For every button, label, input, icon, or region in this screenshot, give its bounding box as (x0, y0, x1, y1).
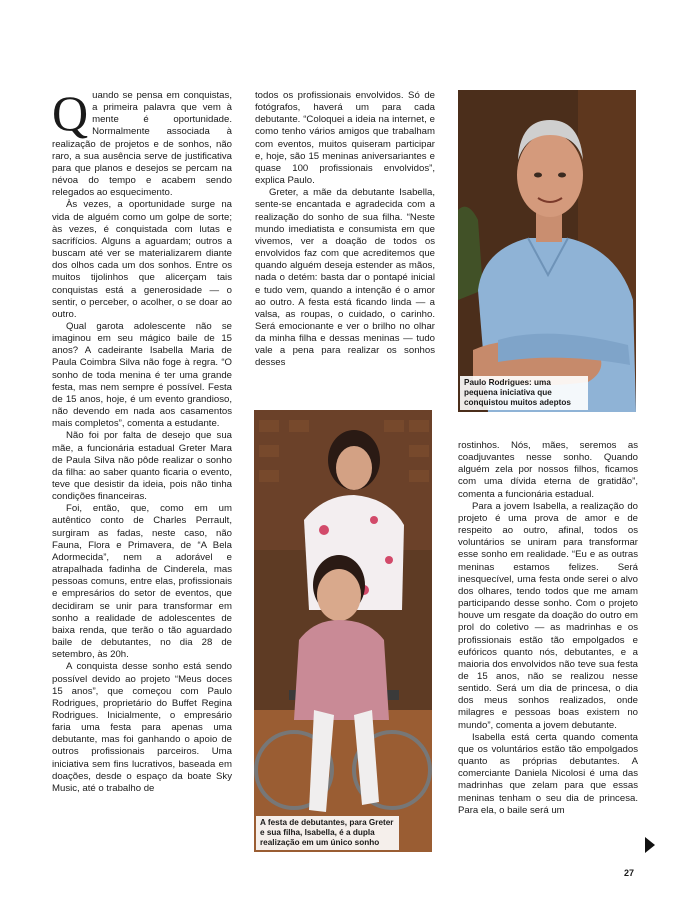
article-paragraph: Qual garota adolescente não se imaginou em seu mágico baile de 15 anos? A cadeirante Isabella Maria de Paula Coimbra Silva não foge à regra. “O sonho de toda menina é ter uma grande festa, mas nem sempre é possível. Festa de 15 anos, hoje, é um evento grandioso, não devendo em nada aos casamentos mais completos”, comenta a estudante. (52, 320, 232, 430)
portrait-illustration (458, 90, 636, 412)
article-paragraph: Para a jovem Isabella, a realização do projeto é uma prova de amor e de respeito ao outro, afinal, todos os voluntários se uniram para transformar esse sonho em realidade. “Eu e as outras meninas estamos felizes. Será inesquecível, uma festa onde serei o alvo dos olhares, tendo todos que me amam participando desse sonho. Com o projeto houve um resgate da doação do outro em prol do coletivo — as madrinhas e os profissionais estão tão empolgados e eufóricos quanto nós, debutantes, e a maioria dos envolvidos não teve sua festa de 15 anos, não se realizou nesse sentido. Será um dia de princesa, o dia dos meus sonhos realizados, onde milagres e pessoas boas existem no mundo”, comenta a jovem debutante. (458, 500, 638, 731)
photo-paulo-rodrigues (458, 90, 636, 412)
article-column-1 (52, 85, 232, 795)
article-paragraph: Às vezes, a oportunidade surge na vida de alguém como um golpe de sorte; às vezes, é conquistada com lutas e sacrifícios. Alguns a aguardam; outros a buscam até ver se materializarem diante dos olhos cada um dos sonhos. Entre os muitos tijolinhos que alicerçam tais conquistas está a generosidade — o sentir, o perceber, o acolher, o se doar ao outro. (52, 199, 232, 320)
page-number: 27 (624, 868, 635, 878)
article-paragraph: Isabella está certa quando comenta que os voluntários estão tão empolgados quanto as próprias debutantes. A comerciante Daniela Nicolosi é uma das madrinhas que zelam para que essas meninas tenham o seu dia de princesa. Para ela, o baile será um (458, 731, 638, 816)
continue-arrow-icon (645, 837, 655, 853)
article-paragraph: Greter, a mãe da debutante Isabella, sente-se encantada e agradecida com a realização do sonho de sua filha. “Neste mundo imediatista e consumista em que vivemos, ver a doação de todos os envolvidos faz com que acreditemos que quando alguém deseja estender as mãos, nada o detém: basta dar o pontapé inicial e tudo vem, quando a intenção é o amor ao outro. A festa está ficando linda — a valsa, as roupas, o cuidado, o carinho. Será emocionante e ver o brilho no olhar da minha filha e dessas meninas — tudo vale a pena para realizar os sonhos desses (255, 187, 435, 369)
article-paragraph: Foi, então, que, como em um autêntico conto de Charles Perrault, surgiram as fadas, neste caso, não Fauna, Flora e Primavera, de “A Bela Adormecida”, nem a adorável e atrapalhada fadinha de Cinderela, mas pessoas comuns, entre elas, profissionais e empresários do setor de eventos, que decidiram se unir para transformar em sonho a realidade de adolescentes de baixa renda, que terão o tão aguardado baile de debutantes, no dia 28 de setembro, às 20h. (52, 503, 232, 661)
article-paragraph: rostinhos. Nós, mães, seremos as coadjuvantes nesse sonho. Quando alguém zela por nossos filhos, ficamos com uma dívida eterna de gratidão”, comenta a funcionária estadual. (458, 440, 638, 500)
photo-caption: Paulo Rodrigues: uma pequena iniciativa que conquistou muitos adeptos (460, 376, 588, 410)
article-column-2 (255, 90, 435, 370)
article-paragraph: todos os profissionais envolvidos. Só de fotógrafos, haverá um para cada debutante. “Coloquei a ideia na internet, e como tenho vários amigos que trabalham com eventos, muitos quiseram participar e, hoje, são 15 meninas aniversariantes e quase 100 profissionais envolvidos”, explica Paulo. (255, 90, 435, 187)
portrait-illustration (254, 410, 432, 852)
drop-cap: Q (52, 85, 89, 141)
article-column-3 (458, 440, 638, 817)
photo-greter-isabella (254, 410, 432, 852)
article-paragraph: A conquista desse sonho está sendo possível devido ao projeto “Meus doces 15 anos”, que começou com Paulo Rodrigues, proprietário do Buffet Regina Rodrigues. Inicialmente, o empresário faria uma festa para apenas uma debutante, mas foi ganhando o apoio de outros profissionais parceiros. Uma iniciativa sem fins lucrativos, baseada em doações, desde o espaço da boate Sky Music, até o trabalho de (52, 661, 232, 794)
article-paragraph: Não foi por falta de desejo que sua mãe, a funcionária estadual Greter Mara de Paula Silva não pôde realizar o sonho da filha: ao saber quanto ficaria o evento, teve que desistir da ideia, pois não tinha condições financeiras. (52, 430, 232, 503)
article-paragraph: Quando se pensa em conquistas, a primeira palavra que vem à mente é oportunidade. Normalmente associada à realização de projetos e de sonhos, não raro, a sua ausência serve de justificativa para que planos e desejos se percam na névoa do tempo e acabem sendo relegados ao esquecimento. (52, 85, 232, 199)
photo-caption: A festa de debutantes, para Greter e sua filha, Isabella, é a dupla realização em um único sonho (256, 816, 399, 850)
